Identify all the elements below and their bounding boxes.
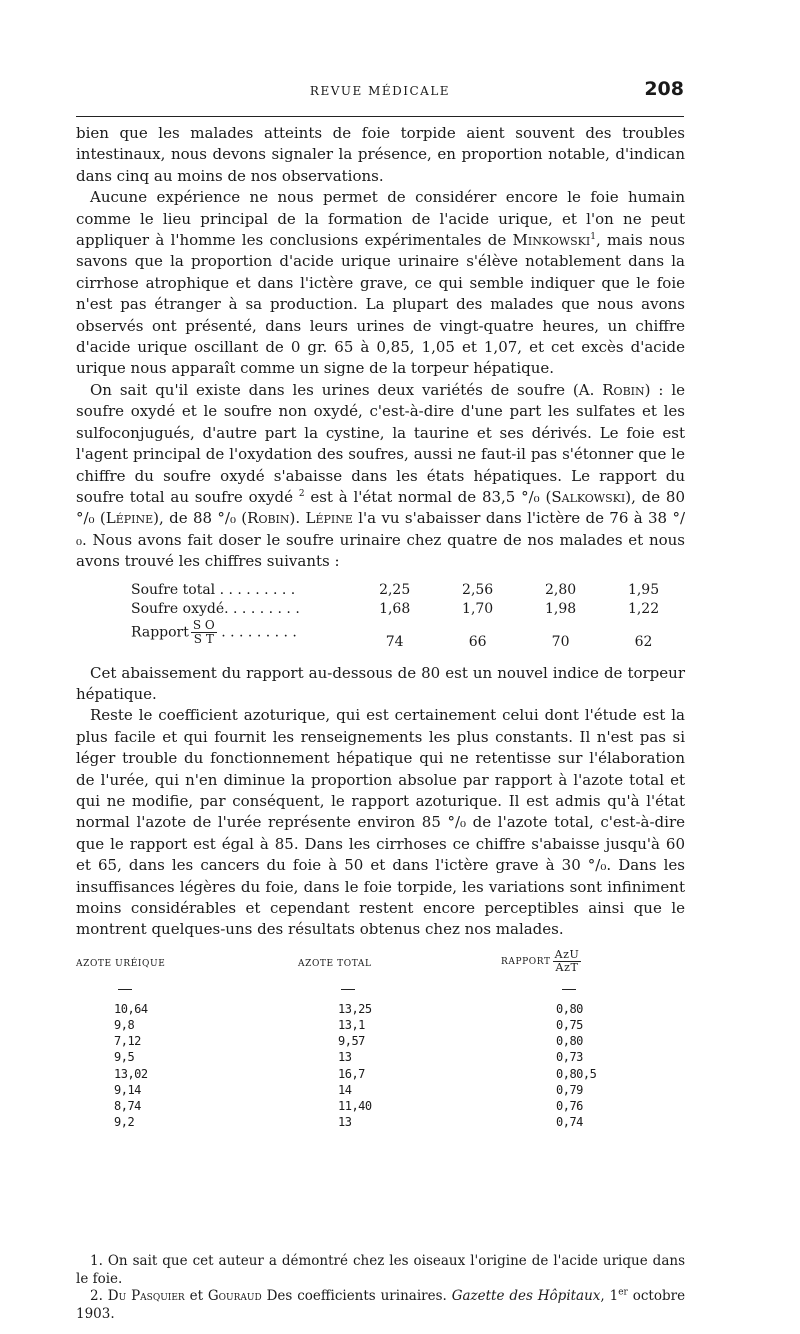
fn2-author-a: Du Pasquier [107, 1288, 185, 1304]
rapport-fraction [553, 949, 582, 974]
ratio-word: Rapport [131, 624, 189, 641]
table-row [76, 1066, 685, 1082]
row-label: Soufre oxydé. . . . . . . . . [131, 600, 300, 617]
table-row [131, 581, 685, 600]
table-row [76, 1033, 685, 1049]
p3-text-c: est à l'état normal de 83,5 °/₀ ( [304, 487, 552, 506]
cell: 1,70 [462, 600, 494, 617]
cell: 62 [634, 633, 653, 650]
author-robin-1: Robin [602, 380, 645, 399]
paragraph-4: Cet abaissement du rapport au-dessous de 80 est un nouvel indice de torpeur hépatique. [76, 663, 685, 703]
fraction-numerator: S O [192, 618, 215, 632]
cell: 0,80,5 [556, 1066, 597, 1081]
cell: 11,40 [338, 1098, 372, 1113]
cell: 0,79 [556, 1082, 583, 1097]
cell: 0,76 [556, 1098, 583, 1113]
fn2-date-pre: 1 [609, 1288, 619, 1304]
cell: 14 [338, 1082, 352, 1097]
cell: 66 [468, 633, 487, 650]
row-label: Soufre total . . . . . . . . . [131, 581, 296, 598]
cell: 1,95 [627, 581, 660, 598]
paragraph-2 [76, 187, 685, 380]
p2-text-a: Aucune expérience ne nous permet de considérer encore le foie humain comme le lieu principal de la formation de l'acide urique, et l'on ne peut appliquer à l'homme les conclusions expérimentales de [76, 188, 685, 250]
p3-text-g: l'a vu s'abaisser dans l'ictère de 76 à 38 °/₀. Nous avons fait doser le soufre urinaire chez quatre de nos malades et nous avons trouvé les chiffres suivants : [76, 509, 686, 571]
paragraph-1: bien que les malades atteints de foie torpide aient souvent des troubles intestinaux, nous devons signaler la présence, en proportion notable, d'indican dans cinq au moins de nos observations. [76, 124, 685, 185]
header-rule [76, 116, 684, 117]
table-row [76, 1098, 685, 1114]
fraction-numerator: AzU [554, 947, 580, 961]
cell: 0,74 [556, 1115, 583, 1130]
p2-text-b: , mais nous savons que la proportion d'acide urique urinaire s'élève notablement dans la cirrhose atrophique et dans l'ictère grave, ce qui semble indiquer que le foie n'est pas étranger à sa production. La plupart des malades que nous avons observés ont présenté, dans leurs urines de vingt-quatre heures, un chiffre d'acide urique oscillant de 0 gr. 65 à 0,85, 1,05 et 1,07, et cet excès d'acide urique nous apparaît comme un signe de la torpeur hépatique. [76, 231, 685, 378]
ratio-dots: . . . . . . . . . [221, 624, 297, 641]
cell: 9,8 [114, 1018, 135, 1032]
cell: 0,73 [556, 1050, 583, 1065]
author-lepine-2: Lépine [305, 509, 353, 528]
author-robin-2: Robin [247, 509, 290, 528]
cell: 1,98 [544, 600, 577, 617]
footnote-1: 1. On sait que cet auteur a démontré chez les oiseaux l'origine de l'acide urique dans le foie. [76, 1253, 685, 1287]
journal-title: REVUE MÉDICALE [309, 84, 451, 98]
ratio-fraction [191, 619, 217, 646]
table-row [76, 1114, 685, 1130]
table-row [76, 1001, 685, 1017]
fn2-title: Des coefficients urinaires. [266, 1288, 447, 1304]
paragraph-5: Reste le coefficient azoturique, qui est certainement celui dont l'étude est la plus facile et qui fournit les renseignements les plus constants. Il n'est pas si léger trouble du fonctionnement hépatique qui ne retentisse sur l'élaboration de l'urée, qui n'en diminue la proportion absolue par rapport à l'azote total et qui ne modifie, par conséquent, le rapport azoturique. Il est admis qu'à l'état normal l'azote de l'urée représente environ 85 °/₀ de l'azote total, c'est-à-dire que le rapport est égal à 85. Dans les cirrhoses ce chiffre s'abaisse jusqu'à 60 et 65, dans les cancers du foie à 50 et dans l'ictère grave à 30 °/₀. Dans les insuffisances légères du foie, dans le foie torpide, les variations sont infiniment moins considérables et cependant restent encore perceptibles ainsi que le montrent quelques-uns des résultats obtenus chez nos malades. [76, 706, 685, 939]
table-row [131, 600, 685, 619]
azote-table-header [76, 943, 685, 983]
fraction-denominator: S T [193, 631, 214, 646]
cell: 74 [385, 633, 404, 650]
cell: 8,74 [114, 1098, 141, 1113]
column-header-rapport [501, 949, 581, 974]
cell: 9,2 [114, 1115, 135, 1130]
cell: 13 [338, 1115, 352, 1130]
cell: 0,75 [556, 1018, 583, 1032]
cell: 2,56 [462, 581, 494, 598]
author-lepine-1: Lépine [105, 509, 154, 528]
page-number: 208 [644, 78, 684, 100]
sulfur-table [131, 581, 685, 655]
cell: 13,25 [338, 1001, 372, 1016]
p3-text-a: On sait qu'il existe dans les urines deux variétés de soufre (A. [90, 380, 603, 399]
cell: 9,5 [114, 1050, 135, 1065]
fn2-author-b: Gouraud [207, 1288, 262, 1304]
rapport-word: RAPPORT [501, 956, 551, 967]
cell: 13 [338, 1050, 352, 1065]
cell: 0,80 [556, 1034, 583, 1049]
cell: 9,14 [114, 1082, 141, 1097]
azote-table-body [76, 1001, 685, 1131]
fn2-date-post: octobre 1903. [76, 1288, 686, 1322]
p3-text-f: ). [289, 509, 306, 528]
cell: 2,80 [544, 581, 577, 598]
author-minkowski: Minkowski [512, 231, 591, 250]
footnotes [76, 1253, 685, 1323]
cell: 16,7 [338, 1066, 365, 1081]
fn2-number: 2. [90, 1288, 103, 1304]
author-salkowski: Salkowski [551, 487, 626, 506]
table-row [76, 1049, 685, 1065]
fn2-comma: , [600, 1288, 605, 1304]
cell: 13,1 [338, 1018, 365, 1032]
running-head [76, 78, 684, 102]
cell: 2,25 [379, 581, 411, 598]
column-header-azote-total: AZOTE TOTAL [298, 958, 372, 969]
column-dash [341, 989, 355, 990]
table-row-ratio [131, 619, 685, 655]
cell: 70 [551, 633, 570, 650]
column-dash [118, 989, 132, 990]
p3-text-e: ), de 88 °/₀ ( [153, 509, 248, 528]
azote-table [76, 943, 685, 1143]
fraction-denominator: AzT [555, 960, 579, 974]
cell: 1,68 [379, 600, 411, 617]
cell: 13,02 [114, 1066, 148, 1081]
body-text [76, 123, 685, 1143]
cell: 10,64 [114, 1001, 148, 1016]
ratio-label [131, 619, 353, 655]
fn2-date-sup: er [618, 1287, 628, 1298]
column-dash [562, 989, 576, 990]
p3-text-d: ), de 80 °/₀ ( [76, 487, 685, 528]
footnote-2 [76, 1288, 685, 1323]
cell: 9,57 [338, 1034, 365, 1049]
table-row [76, 1017, 685, 1033]
fn2-et: et [189, 1288, 203, 1304]
footnote-ref-2: 2 [298, 488, 305, 499]
table-row [76, 1082, 685, 1098]
p3-text-b: ) : le soufre oxydé et le soufre non oxydé, c'est-à-dire d'une part les sulfates et les sulfoconjugués, d'autre part la cystine, la taurine et ses dérivés. Le foie est l'agent principal de l'oxydation des soufres, aussi ne faut-il pas s'étonner que le chiffre du soufre oxydé s'abaisse dans les états hépatiques. Le rapport du soufre total au soufre oxydé [76, 380, 685, 506]
footnote-ref-1: 1 [590, 232, 596, 243]
column-header-azote-ureique: AZOTE URÉIQUE [76, 958, 166, 969]
fn2-journal: Gazette des Hôpitaux [451, 1288, 601, 1304]
cell: 7,12 [114, 1034, 141, 1049]
cell: 1,22 [627, 600, 660, 617]
paragraph-3 [76, 380, 685, 573]
cell: 0,80 [556, 1001, 583, 1016]
